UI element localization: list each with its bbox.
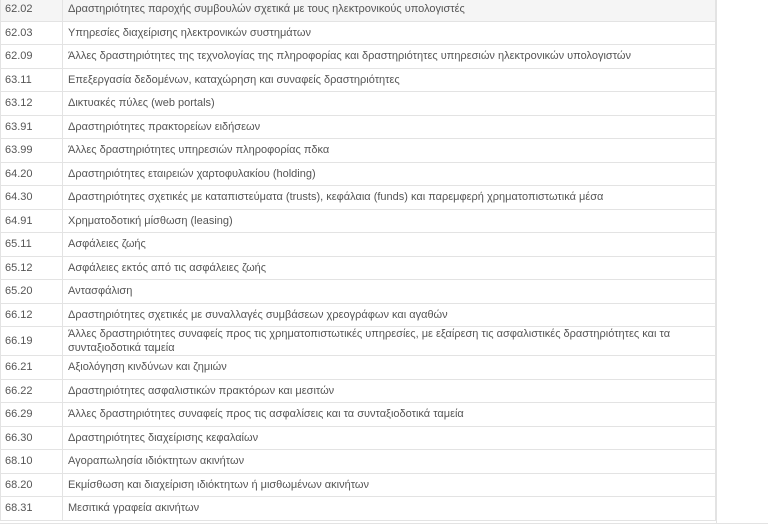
- table-row[interactable]: [1, 327, 716, 356]
- table-row[interactable]: [1, 21, 716, 45]
- table-row[interactable]: [1, 497, 716, 521]
- table-row[interactable]: [1, 162, 716, 186]
- activity-code-cell: 68.20: [1, 473, 63, 497]
- activity-description-cell: Δραστηριότητες σχετικές με καταπιστεύματα (trusts), κεφάλαια (funds) και παρεμφερή χρηματοπιστωτικά μέσα: [63, 186, 716, 210]
- activity-code-cell: 64.91: [1, 209, 63, 233]
- table-row[interactable]: [1, 379, 716, 403]
- activity-description-cell: Δραστηριότητες σχετικές με συναλλαγές συμβάσεων χρεογράφων και αγαθών: [63, 303, 716, 327]
- activity-description-cell: Ασφάλειες εκτός από τις ασφάλειες ζωής: [63, 256, 716, 280]
- table-row[interactable]: [1, 92, 716, 116]
- table-row[interactable]: [1, 68, 716, 92]
- table-row[interactable]: [1, 426, 716, 450]
- activity-code-cell: 66.12: [1, 303, 63, 327]
- activity-description-cell: Εκμίσθωση και διαχείριση ιδιόκτητων ή μισθωμένων ακινήτων: [63, 473, 716, 497]
- table-right-border: [716, 0, 717, 523]
- activity-code-cell: 63.12: [1, 92, 63, 116]
- activity-description-cell: Δραστηριότητες παροχής συμβουλών σχετικά με τους ηλεκτρονικούς υπολογιστές: [63, 0, 716, 21]
- table-row[interactable]: [1, 403, 716, 427]
- table-row[interactable]: [1, 450, 716, 474]
- activity-description-cell: Άλλες δραστηριότητες υπηρεσιών πληροφορίας πδκα: [63, 139, 716, 163]
- activity-description-cell: Μεσιτικά γραφεία ακινήτων: [63, 497, 716, 521]
- activity-description-cell: Δραστηριότητες διαχείρισης κεφαλαίων: [63, 426, 716, 450]
- activity-description-cell: Δραστηριότητες πρακτορείων ειδήσεων: [63, 115, 716, 139]
- table-row[interactable]: [1, 209, 716, 233]
- activity-description-cell: Υπηρεσίες διαχείρισης ηλεκτρονικών συστημάτων: [63, 21, 716, 45]
- activity-code-cell: 63.99: [1, 139, 63, 163]
- activity-code-cell: 64.30: [1, 186, 63, 210]
- table-row[interactable]: [1, 139, 716, 163]
- table-row[interactable]: [1, 45, 716, 69]
- activity-description-cell: Επεξεργασία δεδομένων, καταχώρηση και συναφείς δραστηριότητες: [63, 68, 716, 92]
- table-row[interactable]: [1, 356, 716, 380]
- table-row[interactable]: [1, 280, 716, 304]
- activity-description-cell: Αγοραπωλησία ιδιόκτητων ακινήτων: [63, 450, 716, 474]
- activity-code-cell: 63.11: [1, 68, 63, 92]
- table-body: [1, 0, 716, 520]
- activity-description-cell: Ασφάλειες ζωής: [63, 233, 716, 257]
- activity-code-cell: 68.31: [1, 497, 63, 521]
- activity-code-cell: 64.20: [1, 162, 63, 186]
- table-row[interactable]: [1, 186, 716, 210]
- table-row[interactable]: [1, 473, 716, 497]
- activity-description-cell: Χρηματοδοτική μίσθωση (leasing): [63, 209, 716, 233]
- table-row[interactable]: [1, 233, 716, 257]
- activity-code-cell: 62.09: [1, 45, 63, 69]
- activity-description-cell: Άλλες δραστηριότητες συναφείς προς τις χρηματοπιστωτικές υπηρεσίες, με εξαίρεση τις ασφαλιστικές δραστηριότητες και τα συνταξιοδοτικά ταμεία: [63, 327, 716, 356]
- table-row[interactable]: [1, 115, 716, 139]
- activity-code-cell: 65.11: [1, 233, 63, 257]
- activity-code-cell: 62.02: [1, 0, 63, 21]
- activity-code-cell: 66.22: [1, 379, 63, 403]
- activity-code-cell: 65.12: [1, 256, 63, 280]
- table-row[interactable]: [1, 256, 716, 280]
- activity-code-cell: 66.21: [1, 356, 63, 380]
- activity-code-cell: 65.20: [1, 280, 63, 304]
- activity-code-cell: 66.29: [1, 403, 63, 427]
- activity-description-cell: Αντασφάλιση: [63, 280, 716, 304]
- activity-description-cell: Άλλες δραστηριότητες της τεχνολογίας της πληροφορίας και δραστηριότητες υπηρεσιών ηλεκτρονικών υπολογιστών: [63, 45, 716, 69]
- activity-code-cell: 66.30: [1, 426, 63, 450]
- activity-description-cell: Δικτυακές πύλες (web portals): [63, 92, 716, 116]
- viewport-bottom-divider: [0, 523, 768, 524]
- activity-code-cell: 63.91: [1, 115, 63, 139]
- activity-code-cell: 66.19: [1, 327, 63, 356]
- activity-code-cell: 62.03: [1, 21, 63, 45]
- activity-description-cell: Άλλες δραστηριότητες συναφείς προς τις ασφαλίσεις και τα συνταξιοδοτικά ταμεία: [63, 403, 716, 427]
- activity-description-cell: Δραστηριότητες ασφαλιστικών πρακτόρων και μεσιτών: [63, 379, 716, 403]
- activity-description-cell: Αξιολόγηση κινδύνων και ζημιών: [63, 356, 716, 380]
- activity-description-cell: Δραστηριότητες εταιρειών χαρτοφυλακίου (holding): [63, 162, 716, 186]
- activity-code-cell: 68.10: [1, 450, 63, 474]
- table-row[interactable]: [1, 0, 716, 21]
- table-row[interactable]: [1, 303, 716, 327]
